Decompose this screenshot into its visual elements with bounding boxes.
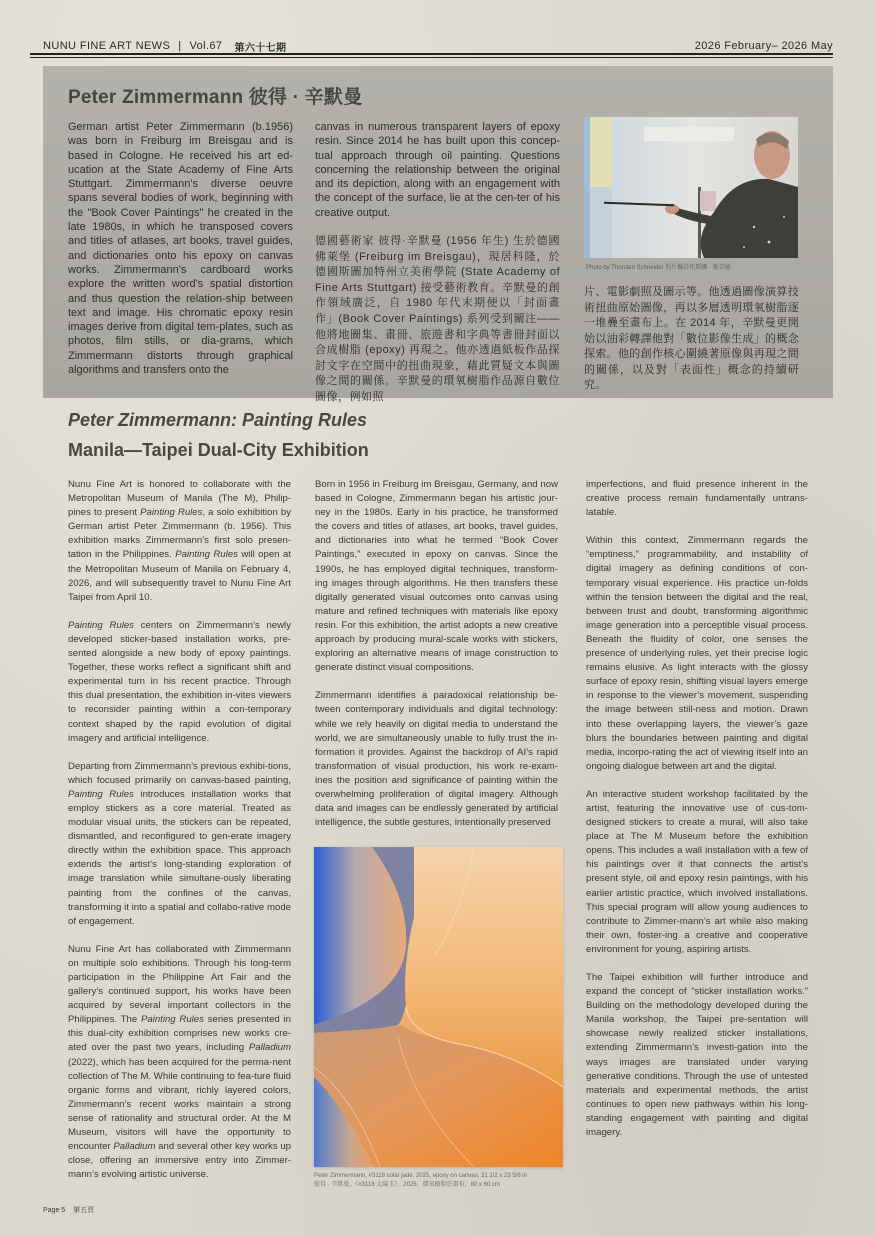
bio-paragraph-chinese: 德國藝術家 彼得·辛默曼 (1956 年生) 生於德國佛萊堡 (Freiburg im Breisgau)，現居科隆，於德國斯圖加特州立美術學院 (State Academy of Fine Arts Stuttgart) 接受藝術教育。辛默曼的創作領域廣泛，自 1980 年代末期便以「封面畫作」(Book Cover Paintings) 系列受到關注——他將地圖集、畫冊、旅遊書和字典等書冊封面以合成樹脂 (epoxy) 再現之。他亦透過紙板作品探討文字在空間中的扭曲現象，藉此質疑文本與圖像之間的關係。辛默曼的環氧樹脂作品源自數位圖像，例如照: [315, 235, 560, 404]
article-subtitle: Manila—Taipei Dual-City Exhibition: [68, 440, 369, 460]
portrait-photo-caption: Photo by Thorsten Schneider 照片攝自托斯騰 · 施奈德: [586, 265, 731, 271]
bio-paragraph: canvas in numerous transparent layers of epoxy resin. Since 2014 he has built upon this concep-tual approach through oil painting. Questions concerning the relationship between the original and its depiction, along with an engagement with the concept of the surface, lie at the cen-ter of his creative output.: [315, 121, 560, 219]
artwork-caption-chinese: 彼得 · 辛默曼，《#3118 太陽玉》，2025，環氧樹脂於畫布，80 x 60 cm: [314, 1181, 500, 1188]
artist-portrait-photo: [584, 117, 798, 258]
article-paragraph: Nunu Fine Art is honored to collaborate with the Metropolitan Museum of Manila (The M), Philip-pines to present Painting Rules, a solo exhibition by German artist Peter Zimmermann (b. 1956). This exhibition marks Zimmermann’s first solo presen-tation in the Philippines. Painting Rules will open at the Metropolitan Museum of Manila on February 4, 2026, and will subsequently travel to Nunu Fine Art Taipei from April 10.: [68, 479, 291, 603]
publication-name: NUNU FINE ART NEWS: [43, 40, 171, 52]
masthead-rule-thick: [30, 53, 833, 55]
article-paragraph: Departing from Zimmermann’s previous exhibi-tions, which focused primarily on canvas-based painting, Painting Rules introduces installation works that employ stickers as a core material. Treated as modular visual units, the stickers can be repeated, dismantled, and reconfigured to gen-erate imagery directly within the exhibition space. This approach extends the artist’s long-standing exploration of image translation while simultane-ously liberating painting from the confines of the canvas, transforming it into a spatial and collabo-rative mode of engagement.: [68, 760, 291, 927]
artist-bio-panel: [43, 66, 833, 404]
article-paragraph: An interactive student workshop facilitated by the artist, featuring the innovative use of cus-tom-designed stickers to create a mural, will also take place at The M Museum before the exhibition opens. This includes a wall installation with a few of his paintings over it that connects the artist’s present style, oil and epoxy resin paintings, with his earlier artistic practice, which involved installations. This special program will allow young audiences to contribute to Zimmer-mann’s art while also making their own, foster-ing a creative and cooperative environment for young, aspiring artists.: [586, 788, 808, 955]
article-paragraph: Painting Rules centers on Zimmermann’s newly developed sticker-based installation works, pre-sented alongside a new body of epoxy paintings. Together, these works reflect a significant shift and experimental turn in his recent practice. Through this dual presentation, the exhibition in-vites viewers to reconsider painting within a con-temporary context shaped by the rapid evolution of digital imagery and artificial intelligence.: [68, 619, 291, 744]
article-paragraph: Within this context, Zimmermann regards the “emptiness,” programmability, and instability of digital imagery as defining conditions of con-temporary visual experience. His practice un-folds within the tension between the digital and the real, between trust and doubt, transforming algorithmic image generation into a perceptible visual process. Beneath the fluidity of color, one senses the presence of underlying rules, yet their precise logic remains elusive. As light interacts with the glossy surface of epoxy resin, shifting visual layers emerge in response to the viewer’s movement, suspending the image between still-ness and motion. Drawn into these overlapping layers, the viewer’s gaze blurs the boundaries between painting and digital media, incorpo-rating the act of viewing itself into an ongoing dialogue between art and the digital.: [586, 535, 808, 772]
article-paragraph: The Taipei exhibition will further introduce and expand the concept of “sticker installation works.” Building on the methodology developed during the Manila workshop, the Taipei pre-sentation will showcase newly realized sticker installations, extending Zimmermann’s investi-gation into the ways images are translated under varying generative conditions. Through the use of untested materials and experimental methods, the artist continues to open new pathways within his long-standing engagement with painting and digital imagery.: [586, 972, 808, 1139]
article-title: Peter Zimmermann: Painting Rules: [68, 410, 368, 430]
volume-number: Vol.67: [189, 40, 223, 52]
article-column-1: [68, 478, 291, 1182]
page-number-cn: 第五頁: [73, 1207, 95, 1214]
artwork-caption: [314, 1172, 566, 1189]
article-paragraph: Nunu Fine Art has collaborated with Zimmermann on multiple solo exhibitions. Through his long-term participation in the Philippine Art Fair and the gallery’s continued support, his works have been acquired by several important collectors in the Philippines. The Painting Rules series presented in this dual-city exhibition comprises new works cre-ated over the past two years, including Palladium (2022), which has been acquired for the perma-nent collection of The M. While continuing to fea-ture fluid organic forms and vibrant, richly layered colors, Zimmermann’s recent works maintain a strong sense of rationality and structural order. At the M Museum, visitors will have the opportunity to encounter Palladium and several other key works up close, offering an immersive entry into Zimmer-mann’s evolving artistic universe.: [68, 943, 291, 1181]
volume-number-cn: 第六十七期: [234, 42, 287, 54]
article-paragraph: Zimmermann identifies a paradoxical relationship be-tween contemporary individuals and digital technology: while we rely heavily on digital media to understand the world, we are simultaneously unable to fully trust the in-formation it provides. Against the backdrop of AI’s rapid transformation of visual production, his work re-exam-ines the position and significance of painting within the overwhelming proliferation of digital imagery. Although data and images can be endlessly generated by artificial intelligence, the subtle gestures, intentionally preserved: [315, 690, 558, 829]
bio-paragraph-chinese-continued: 片、電影劇照及圖示等。他透過圖像演算技術扭曲原始圖像，再以多層透明環氧樹脂逐一堆疊至畫布上。在 2014 年，辛默曼更開始以油彩轉譯他對「數位影像生成」的概念探索。他的創作核心圍繞著原像與再現之間的關係，以及對「表面性」概念的持續研究。: [584, 286, 799, 391]
masthead-rule-thin: [30, 57, 833, 58]
abstract-painting-illustration: [314, 847, 563, 1167]
artwork-caption-english: Peter Zimmermann, #3118 solar jade, 2025, epoxy on canvas, 31 1/2 x 23 5/8 in: [314, 1173, 528, 1179]
bio-column-english-1: [68, 120, 293, 377]
article-paragraph: imperfections, and fluid presence inherent in the creative process remain fundamentally untrans-latable.: [586, 479, 808, 519]
artist-painting-photo-illustration: [584, 117, 798, 258]
page-number: Page 5: [43, 1207, 66, 1214]
bio-paragraph: German artist Peter Zimmermann (b.1956) was born in Freiburg im Breisgau and is based in Cologne. He received his art ed-ucation at the State Academy of Fine Arts Stuttgart. Zimmermann's diverse oeuvre spans several bodies of work, beginning with the "Book Cover Paintings" he created in the late 1980s, in which he transposed covers and titles of atlases, art books, travel guides, and dictionaries onto his epoxy on canvas works. Zimmermann's cardboard works explore the written word's spatial distortion and thus question the relation-ship between text and image. His chromatic epoxy resin images derive from digital tem-plates, such as photos, film stills, or dia-grams, which Zimmermann distorts through graphical algorithms and transfers onto the: [68, 121, 293, 377]
artist-bio-title: Peter Zimmermann 彼得 · 辛默曼: [68, 87, 363, 108]
artwork-image-solar-jade: [314, 847, 563, 1167]
issue-date-range: 2026 February– 2026 May: [694, 40, 833, 52]
page-footer: [43, 1205, 94, 1215]
article-column-3: [586, 478, 808, 1140]
article-column-2: [315, 478, 558, 830]
masthead-separator: |: [178, 40, 182, 52]
article-paragraph: Born in 1956 in Freiburg im Breisgau, Germany, and now based in Cologne, Zimmermann began his artistic jour-ney in the 1980s. Early in his practice, he transformed the covers and titles of atlases, art books, travel guides, and dictionaries into what he termed “Book Cover Paintings,” executed in epoxy on canvas. Since the 1990s, he has employed digital techniques, transform-ing images through algorithms. He then transfers these digitally generated visual outcomes onto canvas using mature and refined techniques with materials like epoxy resin. For this exhibition, the artist adopts a new creative approach by producing mural-scale works with stickers, exploring an alternative means of image construction to generate distinct visual compositions.: [315, 479, 558, 674]
bio-column-2: [315, 120, 560, 406]
